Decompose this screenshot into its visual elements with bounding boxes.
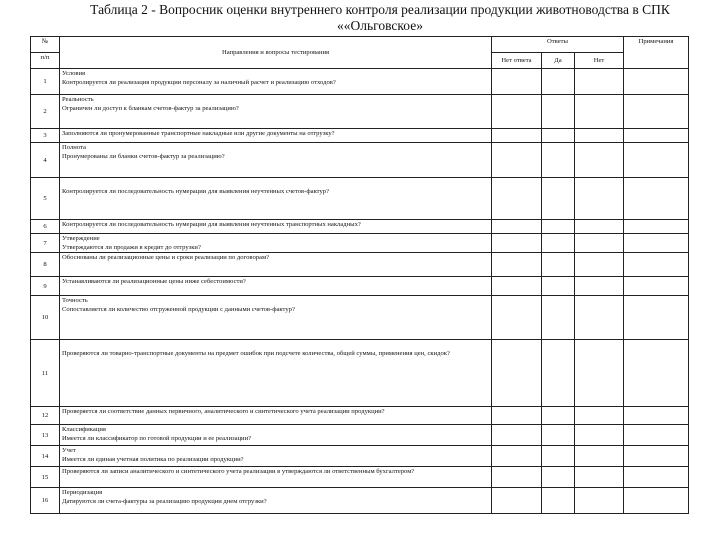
- answer-yes-cell: [542, 220, 575, 234]
- notes-cell: [624, 467, 689, 488]
- notes-cell: [624, 69, 689, 95]
- row-question-text: Проверяются ли товарно-транспортные документы на предмет ошибок при подсчете количества, общей суммы, применения цен, скидок?: [62, 350, 450, 357]
- row-question-text: Имеется ли классификатор по готовой продукции и ее реализации?: [62, 435, 252, 442]
- row-section-heading: Периодизация: [62, 489, 103, 496]
- answer-no-answer-cell: [492, 488, 542, 514]
- answer-yes-cell: [542, 253, 575, 277]
- row-question: [60, 253, 492, 277]
- notes-cell: [624, 143, 689, 178]
- row-question-text: Заполняются ли пронумерованные транспортные накладные или другие документы на отгрузку?: [62, 130, 335, 137]
- row-number: 7: [31, 234, 60, 253]
- table-row: [31, 488, 689, 514]
- answer-no-answer-cell: [492, 69, 542, 95]
- header-yes: Да: [542, 53, 575, 69]
- header-notes: Примечания: [624, 37, 689, 69]
- row-question: [60, 277, 492, 296]
- row-question-text: Контролируется ли последовательность нумерации для выявления неучтенных счетов-фактур?: [62, 188, 330, 195]
- row-question: [60, 446, 492, 467]
- row-number: 1: [31, 69, 60, 95]
- answer-no-cell: [575, 425, 624, 446]
- answer-no-cell: [575, 488, 624, 514]
- answer-yes-cell: [542, 467, 575, 488]
- row-section-heading: Реальность: [62, 96, 94, 103]
- answer-yes-cell: [542, 234, 575, 253]
- notes-cell: [624, 234, 689, 253]
- row-question-text: Сопоставляется ли количество отгруженной продукции с данными счетов-фактур?: [62, 306, 295, 313]
- table-caption-subtitle: ««Ольговское»: [337, 18, 423, 33]
- answer-no-answer-cell: [492, 277, 542, 296]
- answer-no-cell: [575, 277, 624, 296]
- notes-cell: [624, 488, 689, 514]
- notes-cell: [624, 253, 689, 277]
- notes-cell: [624, 296, 689, 340]
- answer-yes-cell: [542, 143, 575, 178]
- row-number: 11: [31, 340, 60, 407]
- table-row: [31, 234, 689, 253]
- answer-no-answer-cell: [492, 425, 542, 446]
- answer-no-answer-cell: [492, 253, 542, 277]
- row-question: [60, 425, 492, 446]
- row-number: 15: [31, 467, 60, 488]
- answer-yes-cell: [542, 277, 575, 296]
- row-question: [60, 340, 492, 407]
- table-row: [31, 425, 689, 446]
- answer-no-cell: [575, 143, 624, 178]
- header-answers: Ответы: [492, 37, 624, 53]
- answer-no-answer-cell: [492, 340, 542, 407]
- table-row: [31, 407, 689, 425]
- notes-cell: [624, 446, 689, 467]
- answer-yes-cell: [542, 446, 575, 467]
- questionnaire-table: [30, 36, 689, 514]
- table-row: [31, 69, 689, 95]
- answer-no-answer-cell: [492, 234, 542, 253]
- notes-cell: [624, 95, 689, 129]
- row-number: 2: [31, 95, 60, 129]
- row-question: [60, 467, 492, 488]
- table-row: [31, 277, 689, 296]
- answer-yes-cell: [542, 340, 575, 407]
- table-row: [31, 467, 689, 488]
- row-number: 14: [31, 446, 60, 467]
- answer-yes-cell: [542, 488, 575, 514]
- answer-yes-cell: [542, 425, 575, 446]
- header-row: [31, 37, 689, 53]
- notes-cell: [624, 407, 689, 425]
- answer-no-answer-cell: [492, 129, 542, 143]
- notes-cell: [624, 220, 689, 234]
- table-row: [31, 178, 689, 220]
- row-question-text: Пронумерованы ли бланки счетов-фактур за реализацию?: [62, 153, 225, 160]
- row-question: [60, 488, 492, 514]
- header-no: Нет: [575, 53, 624, 69]
- row-question-text: Проверяются ли записи аналитического и синтетического учета реализации в утверждаются ли ответственным бухгалтером?: [62, 468, 415, 475]
- table-row: [31, 129, 689, 143]
- answer-yes-cell: [542, 296, 575, 340]
- row-section-heading: Точность: [62, 297, 88, 304]
- row-question-text: Имеется ли единая учетная политика по реализации продукции?: [62, 456, 244, 463]
- row-question-text: Контролируется ли последовательность нумерации для выявления неучтенных транспортных накладных?: [62, 221, 361, 228]
- answer-no-answer-cell: [492, 467, 542, 488]
- answer-no-cell: [575, 253, 624, 277]
- notes-cell: [624, 129, 689, 143]
- table-row: [31, 220, 689, 234]
- row-question-text: Утверждаются ли продажи в кредит до отгрузки?: [62, 244, 201, 251]
- row-number: 5: [31, 178, 60, 220]
- row-number: 4: [31, 143, 60, 178]
- row-section-heading: Учет: [62, 447, 76, 454]
- row-number: 9: [31, 277, 60, 296]
- answer-no-answer-cell: [492, 407, 542, 425]
- row-number: 12: [31, 407, 60, 425]
- answer-yes-cell: [542, 129, 575, 143]
- table-row: [31, 143, 689, 178]
- answer-no-cell: [575, 340, 624, 407]
- row-section-heading: Утверждение: [62, 235, 100, 242]
- table-row: [31, 296, 689, 340]
- answer-no-cell: [575, 95, 624, 129]
- table-row: [31, 253, 689, 277]
- answer-no-cell: [575, 129, 624, 143]
- row-question-text: Ограничен ли доступ к бланкам счетов-фактур за реализацию?: [62, 105, 239, 112]
- answer-yes-cell: [542, 95, 575, 129]
- answer-yes-cell: [542, 69, 575, 95]
- notes-cell: [624, 277, 689, 296]
- header-number-sub: п/п: [31, 53, 60, 69]
- table-caption: Таблица 2 - Вопросник оценки внутреннего контроля реализации продукции животноводства в СПК: [90, 2, 670, 17]
- table-row: [31, 340, 689, 407]
- answer-no-answer-cell: [492, 296, 542, 340]
- answer-no-answer-cell: [492, 220, 542, 234]
- answer-yes-cell: [542, 178, 575, 220]
- notes-cell: [624, 425, 689, 446]
- row-question: [60, 178, 492, 220]
- notes-cell: [624, 178, 689, 220]
- row-question-text: Обоснованы ли реализационные цены и сроки реализации по договорам?: [62, 254, 270, 261]
- table-row: [31, 446, 689, 467]
- answer-no-cell: [575, 178, 624, 220]
- answer-no-cell: [575, 296, 624, 340]
- table-row: [31, 95, 689, 129]
- row-number: 16: [31, 488, 60, 514]
- row-question: [60, 296, 492, 340]
- header-no-answer: Нет ответа: [492, 53, 542, 69]
- row-question: [60, 69, 492, 95]
- row-number: 13: [31, 425, 60, 446]
- row-question: [60, 95, 492, 129]
- notes-cell: [624, 340, 689, 407]
- row-number: 6: [31, 220, 60, 234]
- row-number: 8: [31, 253, 60, 277]
- row-question-text: Датируются ли счета-фактуры за реализацию продукции днем отгрузки?: [62, 498, 267, 505]
- row-question-text: Проверяется ли соответствие данных первичного, аналитического и синтетического учета реализации продукции?: [62, 408, 385, 415]
- row-question: [60, 220, 492, 234]
- answer-no-answer-cell: [492, 446, 542, 467]
- row-question-text: Контролируется ли реализация продукции персоналу за наличный расчет и реализацию отходов?: [62, 79, 336, 86]
- row-section-heading: Условия: [62, 70, 86, 77]
- row-number: 3: [31, 129, 60, 143]
- answer-no-cell: [575, 220, 624, 234]
- row-section-heading: Классификация: [62, 426, 106, 433]
- answer-no-answer-cell: [492, 95, 542, 129]
- row-question-text: Устанавливаются ли реализационные цены ниже себестоимости?: [62, 278, 246, 285]
- answer-no-cell: [575, 69, 624, 95]
- row-question: [60, 143, 492, 178]
- row-question: [60, 234, 492, 253]
- row-section-heading: Полнота: [62, 144, 86, 151]
- answer-yes-cell: [542, 407, 575, 425]
- answer-no-answer-cell: [492, 178, 542, 220]
- header-question: Направления и вопросы тестирования: [60, 37, 492, 69]
- row-question: [60, 129, 492, 143]
- answer-no-cell: [575, 446, 624, 467]
- answer-no-cell: [575, 407, 624, 425]
- row-question: [60, 407, 492, 425]
- row-number: 10: [31, 296, 60, 340]
- header-number: №: [31, 37, 60, 53]
- answer-no-cell: [575, 467, 624, 488]
- answer-no-cell: [575, 234, 624, 253]
- answer-no-answer-cell: [492, 143, 542, 178]
